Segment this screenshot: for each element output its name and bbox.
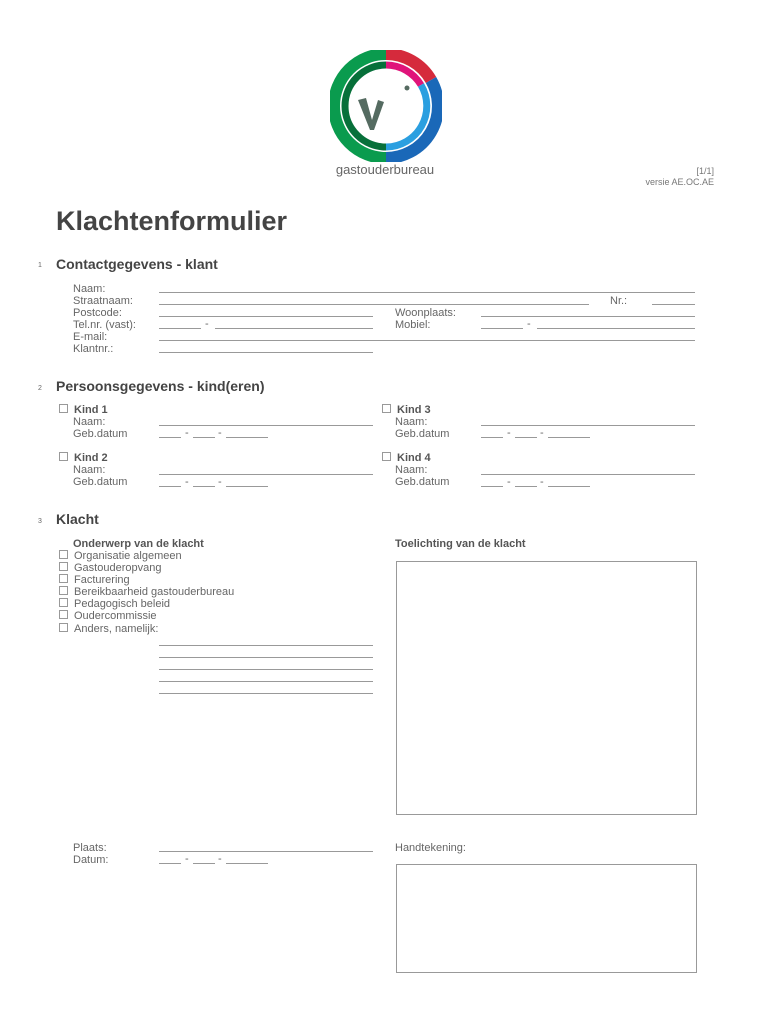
straatnaam-label: Straatnaam: — [73, 295, 133, 307]
dash-separator: - — [218, 853, 222, 865]
nr-label: Nr.: — [610, 295, 628, 307]
anders-line[interactable] — [159, 693, 373, 694]
kind-4-month-field[interactable] — [515, 486, 537, 487]
anders-line[interactable] — [159, 669, 373, 670]
anders-line[interactable] — [159, 681, 373, 682]
email-field[interactable] — [159, 340, 695, 341]
option-facturering[interactable] — [59, 574, 130, 586]
kind-4-geb-label: Geb.datum — [395, 476, 450, 488]
option-gastouderopvang[interactable] — [59, 562, 161, 574]
kind-3-geb-label: Geb.datum — [395, 428, 450, 440]
kind-3-month-field[interactable] — [515, 437, 537, 438]
handtekening-label: Handtekening: — [395, 842, 466, 854]
kind-1-month-field[interactable] — [193, 437, 215, 438]
naam-label: Naam: — [73, 283, 106, 295]
checkbox-icon — [59, 574, 68, 583]
dash-separator: - — [540, 427, 544, 439]
kind-3-naam-label: Naam: — [395, 416, 428, 428]
kind-4-naam-label: Naam: — [395, 464, 428, 476]
kind-2-naam-field[interactable] — [159, 474, 373, 475]
checkbox-icon — [382, 452, 391, 461]
datum-year-field[interactable] — [226, 863, 268, 864]
section-number: 3 — [38, 518, 42, 525]
explanation-box[interactable] — [396, 561, 697, 815]
signature-box[interactable] — [396, 864, 697, 973]
kind-1-title: Kind 1 — [74, 404, 108, 416]
section-number: 1 — [38, 262, 42, 269]
anders-line[interactable] — [159, 657, 373, 658]
datum-month-field[interactable] — [193, 863, 215, 864]
checkbox-icon — [59, 598, 68, 607]
checkbox-icon — [59, 610, 68, 619]
subject-heading: Onderwerp van de klacht — [73, 538, 204, 550]
dash-separator: - — [205, 318, 209, 330]
explanation-heading: Toelichting van de klacht — [395, 538, 526, 550]
dash-separator: - — [185, 853, 189, 865]
checkbox-icon — [59, 452, 68, 461]
kind-3-naam-field[interactable] — [481, 425, 695, 426]
tel-vast-number-field[interactable] — [215, 328, 373, 329]
kind-1-checkbox[interactable] — [59, 404, 108, 416]
option-organisatie[interactable] — [59, 550, 182, 562]
kind-3-title: Kind 3 — [397, 404, 431, 416]
klantnr-field[interactable] — [159, 352, 373, 353]
section-heading: Klacht — [56, 511, 99, 527]
option-label: Organisatie algemeen — [74, 550, 182, 562]
option-label: Facturering — [74, 574, 130, 586]
klantnr-label: Klantnr.: — [73, 343, 114, 355]
page-number: [1/1] — [696, 166, 714, 176]
option-oudercommissie[interactable] — [59, 610, 157, 622]
option-anders[interactable] — [59, 623, 158, 635]
kind-1-naam-field[interactable] — [159, 425, 373, 426]
checkbox-icon — [59, 586, 68, 595]
mobiel-number-field[interactable] — [537, 328, 695, 329]
woonplaats-label: Woonplaats: — [395, 307, 456, 319]
kind-2-geb-label: Geb.datum — [73, 476, 128, 488]
nr-field[interactable] — [652, 304, 695, 305]
kind-1-year-field[interactable] — [226, 437, 268, 438]
kind-1-naam-label: Naam: — [73, 416, 106, 428]
kind-4-checkbox[interactable] — [382, 452, 431, 464]
straatnaam-field[interactable] — [159, 304, 589, 305]
tel-vast-prefix-field[interactable] — [159, 328, 201, 329]
page-title: Klachtenformulier — [56, 206, 288, 236]
kind-3-year-field[interactable] — [548, 437, 590, 438]
option-label: Oudercommissie — [74, 610, 157, 622]
naam-field[interactable] — [159, 292, 695, 293]
kind-2-month-field[interactable] — [193, 486, 215, 487]
kind-1-geb-label: Geb.datum — [73, 428, 128, 440]
brand-name: gastouderbureau — [335, 162, 435, 177]
kind-2-naam-label: Naam: — [73, 464, 106, 476]
kind-3-day-field[interactable] — [481, 437, 503, 438]
dash-separator: - — [540, 476, 544, 488]
option-label: Gastouderopvang — [74, 562, 162, 574]
kind-4-day-field[interactable] — [481, 486, 503, 487]
kind-4-year-field[interactable] — [548, 486, 590, 487]
kind-2-day-field[interactable] — [159, 486, 181, 487]
version-label: versie AE.OC.AE — [645, 177, 714, 187]
plaats-field[interactable] — [159, 851, 373, 852]
email-label: E-mail: — [73, 331, 108, 343]
section-number: 2 — [38, 385, 42, 392]
kind-3-checkbox[interactable] — [382, 404, 431, 416]
dash-separator: - — [507, 476, 511, 488]
option-bereikbaarheid[interactable] — [59, 586, 234, 598]
kind-2-title: Kind 2 — [74, 452, 108, 464]
dash-separator: - — [185, 427, 189, 439]
anders-line[interactable] — [159, 645, 373, 646]
postcode-field[interactable] — [159, 316, 373, 317]
dash-separator: - — [507, 427, 511, 439]
dash-separator: - — [218, 427, 222, 439]
postcode-label: Postcode: — [73, 307, 122, 319]
datum-label: Datum: — [73, 854, 109, 866]
woonplaats-field[interactable] — [481, 316, 695, 317]
checkbox-icon — [59, 404, 68, 413]
section-heading: Contactgegevens - klant — [56, 256, 218, 272]
section-heading: Persoonsgegevens - kind(eren) — [56, 378, 265, 394]
dash-separator: - — [218, 476, 222, 488]
option-pedagogisch[interactable] — [59, 598, 170, 610]
option-label: Anders, namelijk: — [74, 623, 159, 635]
checkbox-icon — [59, 623, 68, 632]
option-label: Pedagogisch beleid — [74, 598, 171, 610]
option-label: Bereikbaarheid gastouderbureau — [74, 586, 235, 598]
mobiel-label: Mobiel: — [395, 319, 431, 331]
kind-1-day-field[interactable] — [159, 437, 181, 438]
kind-4-naam-field[interactable] — [481, 474, 695, 475]
checkbox-icon — [59, 562, 68, 571]
kind-4-title: Kind 4 — [397, 452, 431, 464]
plaats-label: Plaats: — [73, 842, 107, 854]
dash-separator: - — [527, 318, 531, 330]
kind-2-checkbox[interactable] — [59, 452, 108, 464]
datum-day-field[interactable] — [159, 863, 181, 864]
checkbox-icon — [382, 404, 391, 413]
tel-vast-label: Tel.nr. (vast): — [73, 319, 136, 331]
mobiel-prefix-field[interactable] — [481, 328, 523, 329]
checkbox-icon — [59, 550, 68, 559]
gastouderbureau-logo — [330, 50, 442, 162]
dash-separator: - — [185, 476, 189, 488]
kind-2-year-field[interactable] — [226, 486, 268, 487]
